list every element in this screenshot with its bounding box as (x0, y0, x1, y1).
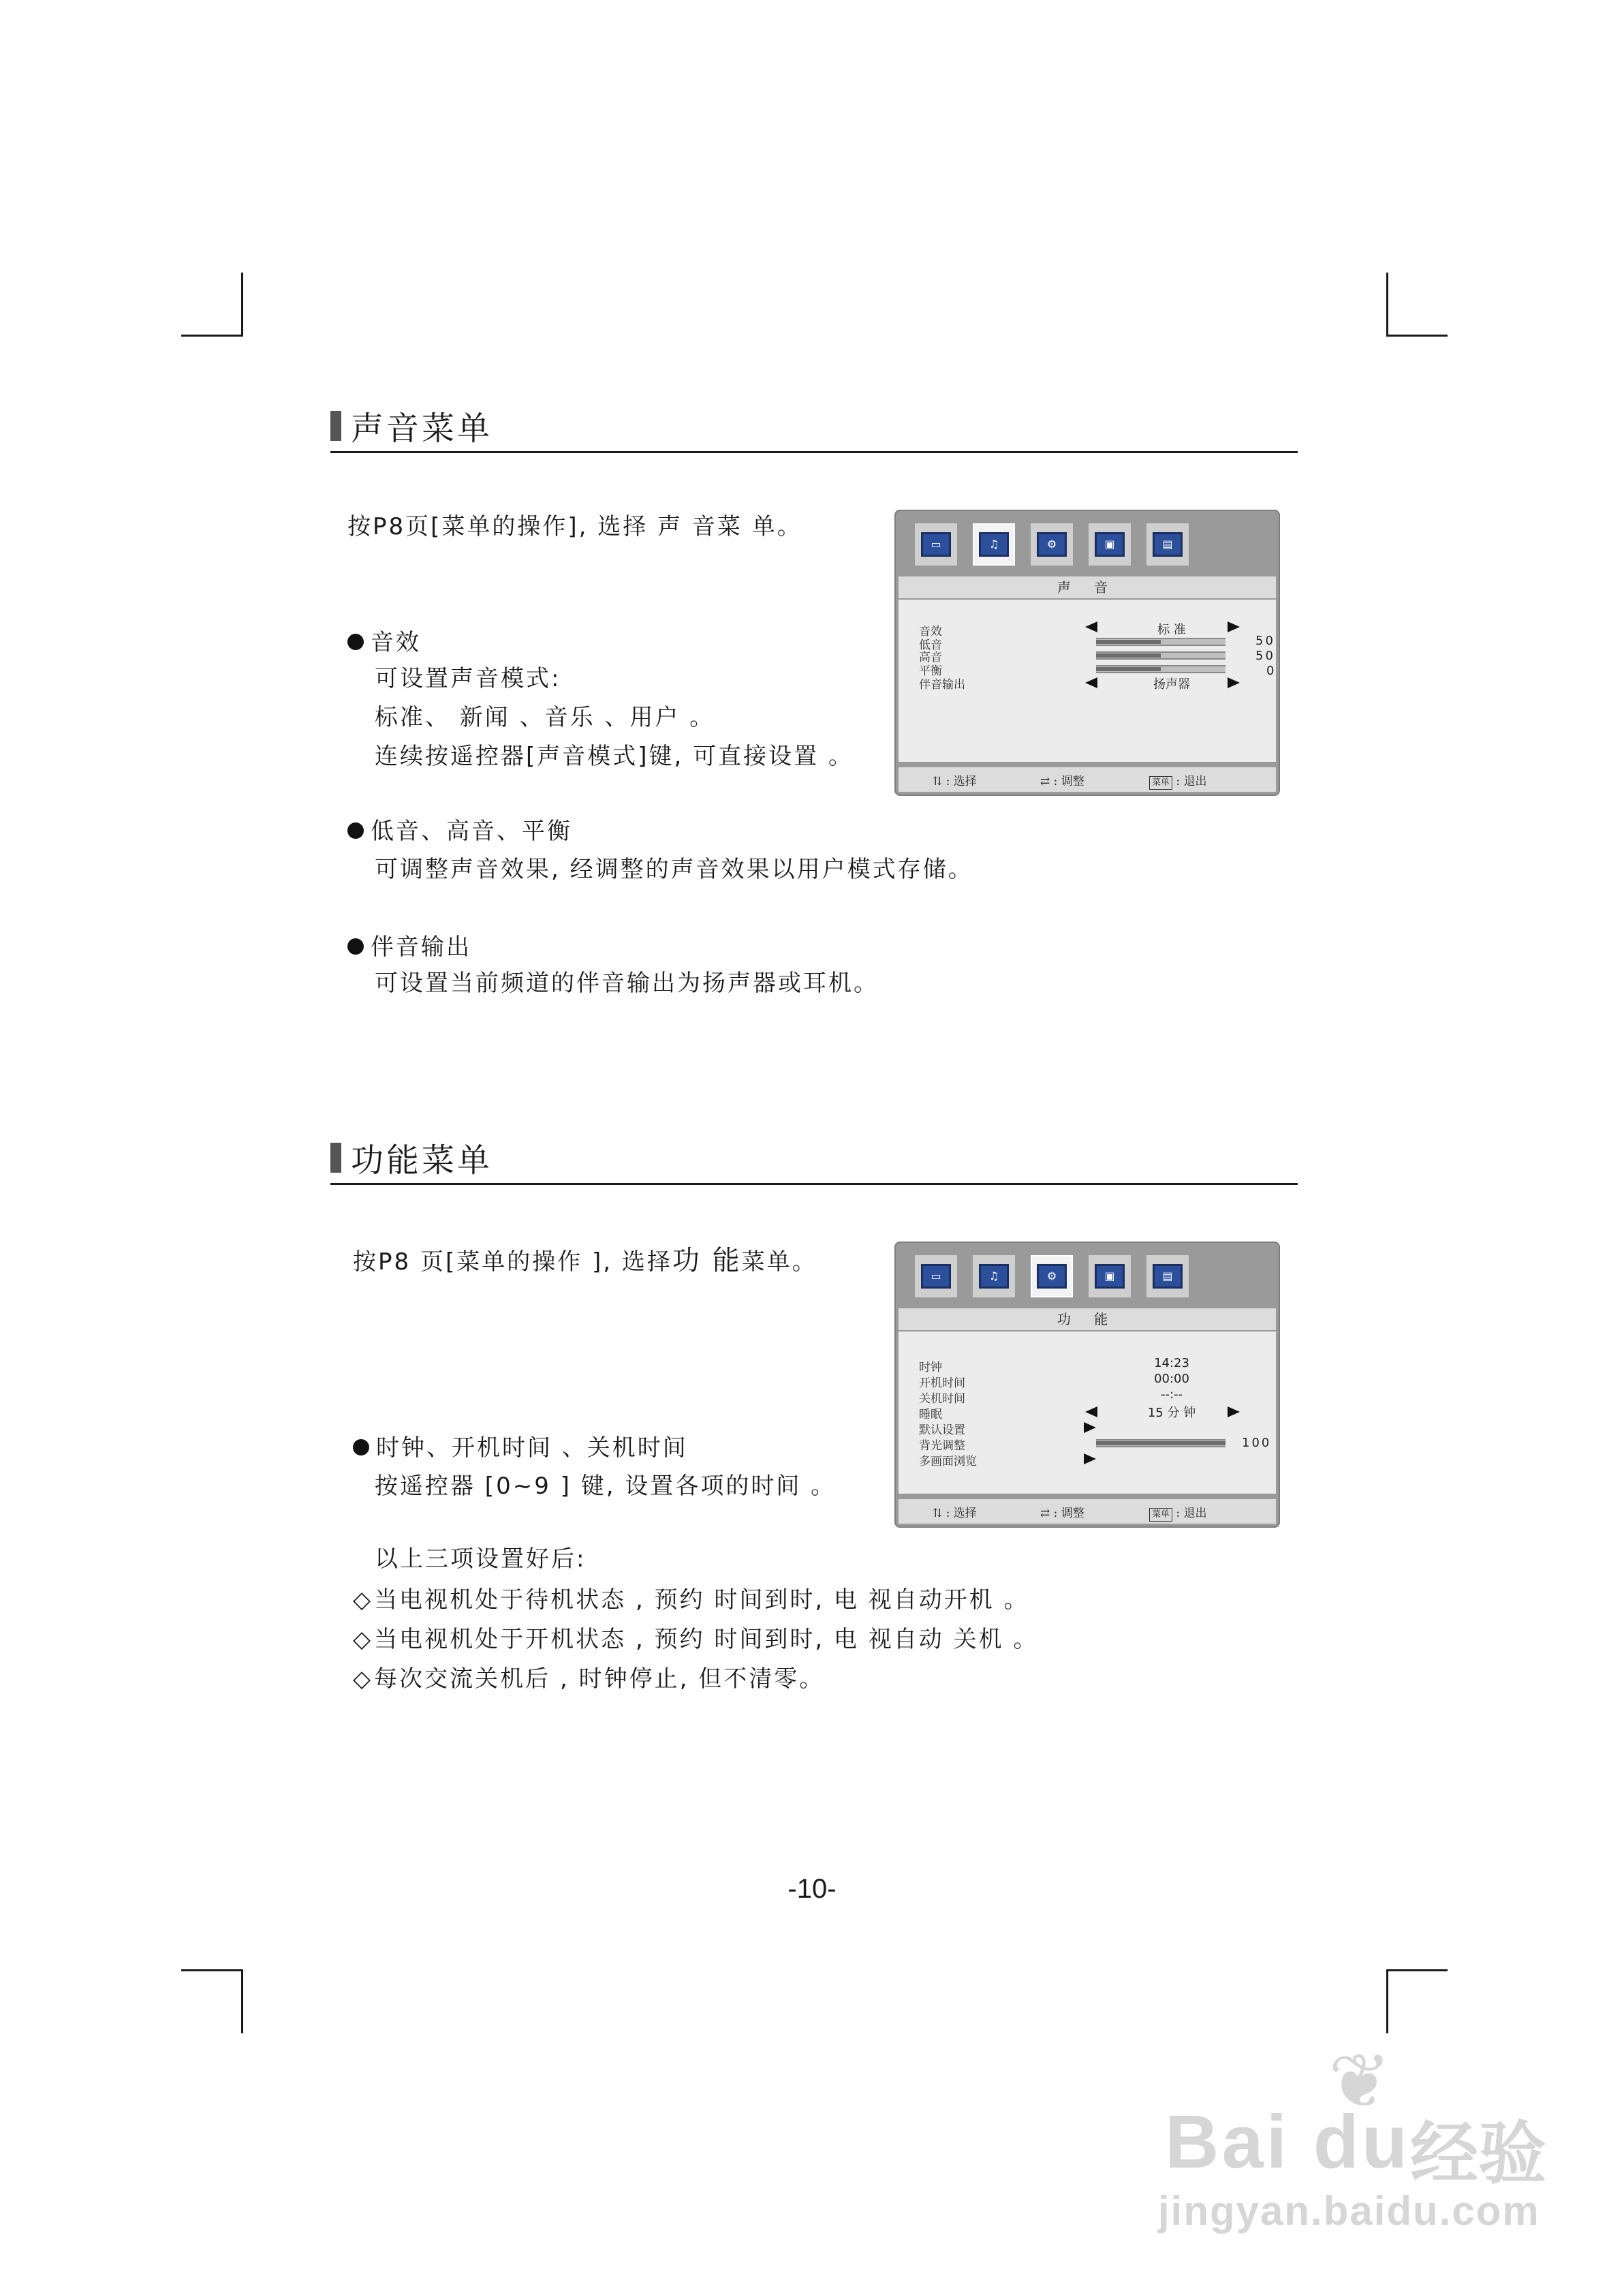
arrow-right-icon (1084, 1422, 1096, 1433)
sound-item-title: 伴音输出 (347, 928, 471, 961)
arrow-left-icon (1085, 621, 1097, 632)
crop-mark (1386, 273, 1388, 337)
crop-mark (241, 273, 243, 337)
watermark-url: jingyan.baidu.com (1158, 2188, 1540, 2234)
channel-menu-icon: ▣ (1089, 1255, 1131, 1297)
screen-menu-icon: ▤ (1146, 1255, 1189, 1297)
diamond-icon: ◇ (353, 1665, 373, 1693)
sound-item-line: 可设置声音模式: (375, 665, 561, 692)
osd-footer (899, 1499, 1276, 1524)
heading-text: 声音菜单 (351, 410, 493, 448)
osd-row-number: 50 (1255, 649, 1275, 663)
arrow-left-icon (1085, 1406, 1097, 1417)
osd-row-label: 低音 (919, 638, 942, 652)
osd-row-number: 100 (1242, 1436, 1272, 1450)
footer-select: ⇅ : 选择 (933, 775, 977, 788)
osd-row-value: 14:23 (1154, 1356, 1189, 1370)
sound-item-title: 低音、高音、平衡 (347, 812, 572, 846)
function-menu-icon: ⚙ (1031, 1255, 1073, 1297)
function-note: ◇每次交流关机后 , 时钟停止, 但不清零。 (353, 1665, 825, 1693)
menu-key-icon: 菜单 (1149, 1508, 1172, 1522)
osd-row-number: 0 (1266, 664, 1277, 678)
heading-marker (330, 411, 341, 441)
heading-rule (330, 451, 1298, 453)
arrow-right-icon (1084, 1453, 1096, 1464)
crop-mark (1386, 335, 1448, 337)
function-note: ◇当电视机处于待机状态 , 预约 时间到时, 电 视自动开机 。 (353, 1586, 1029, 1614)
picture-menu-icon: ▭ (915, 1255, 957, 1297)
sound-menu-icon: ♫ (973, 1255, 1015, 1297)
paw-icon: ❦ (1328, 2039, 1392, 2123)
crop-mark (1386, 1969, 1448, 1971)
osd-row-value: --:-- (1160, 1387, 1183, 1402)
arrow-right-icon (1228, 621, 1240, 632)
osd-body (899, 600, 1276, 762)
osd-title: 声 音 (899, 576, 1276, 598)
channel-menu-icon: ▣ (1089, 523, 1131, 566)
osd-row-label: 时钟 (919, 1361, 942, 1374)
footer-exit: 菜单 : 退出 (1149, 771, 1207, 790)
footer-adjust: ⇄ : 调整 (1040, 775, 1084, 788)
diamond-icon: ◇ (353, 1586, 373, 1614)
menu-key-icon: 菜单 (1149, 776, 1172, 790)
sound-item-title: 音效 (347, 623, 421, 657)
picture-menu-icon: ▭ (915, 523, 957, 566)
backlight-slider (1096, 1439, 1225, 1447)
function-intro: 按P8 页[菜单的操作 ], 选择功 能菜单。 (353, 1245, 817, 1276)
footer-exit: 菜单 : 退出 (1149, 1503, 1207, 1522)
bullet-icon (353, 1439, 369, 1455)
sound-intro: 按P8页[菜单的操作], 选择 声 音菜 单。 (347, 513, 802, 540)
crop-mark (241, 1969, 243, 2033)
watermark-brand: Bai du (1165, 2100, 1411, 2184)
sound-item-line: 标准、 新闻 、音乐 、用户 。 (375, 704, 715, 731)
osd-row-label: 开机时间 (919, 1376, 965, 1390)
osd-row-label: 音效 (919, 625, 942, 638)
osd-row-label: 背光调整 (919, 1439, 965, 1453)
heading-marker (330, 1143, 341, 1173)
sound-item-line: 连续按遥控器[声音模式]键, 可直接设置 。 (375, 743, 854, 770)
diamond-icon: ◇ (353, 1626, 373, 1653)
sound-menu-icon: ♫ (973, 523, 1015, 566)
leftright-arrows-icon: ⇄ : (1040, 775, 1061, 788)
sound-item-line: 可调整声音效果, 经调整的声音效果以用户模式存储。 (375, 856, 973, 883)
page-number: -10- (787, 1874, 837, 1904)
osd-body (899, 1331, 1276, 1494)
osd-row-label: 伴音输出 (919, 678, 965, 692)
sound-item-line: 可设置当前频道的伴音输出为扬声器或耳机。 (375, 970, 879, 997)
osd-row-label: 平衡 (919, 664, 942, 678)
bullet-icon (347, 822, 364, 839)
function-after-title: 以上三项设置好后: (375, 1545, 587, 1573)
bullet-icon (347, 634, 364, 650)
osd-row-value: 标 准 (1157, 623, 1186, 637)
crop-mark (1386, 1969, 1388, 2033)
osd-row-label: 高音 (919, 651, 942, 664)
osd-title: 功 能 (899, 1308, 1276, 1330)
osd-row-label: 睡眠 (919, 1408, 942, 1421)
function-item-line: 按遥控器 [0~9 ] 键, 设置各项的时间 。 (375, 1473, 837, 1500)
osd-row-label: 默认设置 (919, 1423, 965, 1437)
osd-row-value: 00:00 (1154, 1372, 1189, 1386)
leftright-arrows-icon: ⇄ : (1040, 1507, 1061, 1520)
footer-adjust: ⇄ : 调整 (1040, 1507, 1084, 1520)
updown-arrows-icon: ⇅ : (933, 775, 954, 788)
osd-row-value: 扬声器 (1153, 677, 1190, 692)
crop-mark (181, 335, 243, 337)
watermark-site-cn: 经验 (1410, 2116, 1546, 2192)
osd-footer (899, 767, 1276, 792)
heading-text: 功能菜单 (351, 1141, 493, 1180)
balance-slider (1096, 665, 1225, 673)
osd-row-value: 15 分 钟 (1147, 1406, 1196, 1420)
osd-row-label: 关机时间 (919, 1392, 965, 1406)
updown-arrows-icon: ⇅ : (933, 1507, 954, 1520)
screen-menu-icon: ▤ (1146, 523, 1189, 566)
function-item-title: 时钟、开机时间 、关机时间 (353, 1429, 688, 1462)
osd-icon-bar (915, 1255, 1204, 1297)
osd-row-label: 多画面浏览 (919, 1455, 977, 1468)
bass-slider (1096, 638, 1225, 646)
slider-fill (1096, 640, 1161, 644)
heading-rule (330, 1183, 1298, 1185)
arrow-left-icon (1085, 677, 1097, 688)
osd-function-menu (894, 1242, 1280, 1528)
slider-fill (1096, 1441, 1225, 1445)
slider-fill (1096, 653, 1161, 658)
section-heading-function (330, 1134, 493, 1181)
footer-select: ⇅ : 选择 (933, 1507, 977, 1520)
slider-fill (1096, 667, 1161, 671)
bullet-icon (347, 938, 364, 955)
function-menu-icon: ⚙ (1031, 523, 1073, 566)
function-note: ◇当电视机处于开机状态 , 预约 时间到时, 电 视自动 关机 。 (353, 1626, 1039, 1653)
osd-row-number: 50 (1255, 634, 1275, 648)
crop-mark (181, 1969, 243, 1971)
section-heading-sound (330, 402, 493, 449)
arrow-right-icon (1228, 1406, 1240, 1417)
arrow-right-icon (1228, 677, 1240, 688)
osd-icon-bar (915, 523, 1204, 566)
treble-slider (1096, 651, 1225, 660)
osd-sound-menu (894, 510, 1280, 796)
